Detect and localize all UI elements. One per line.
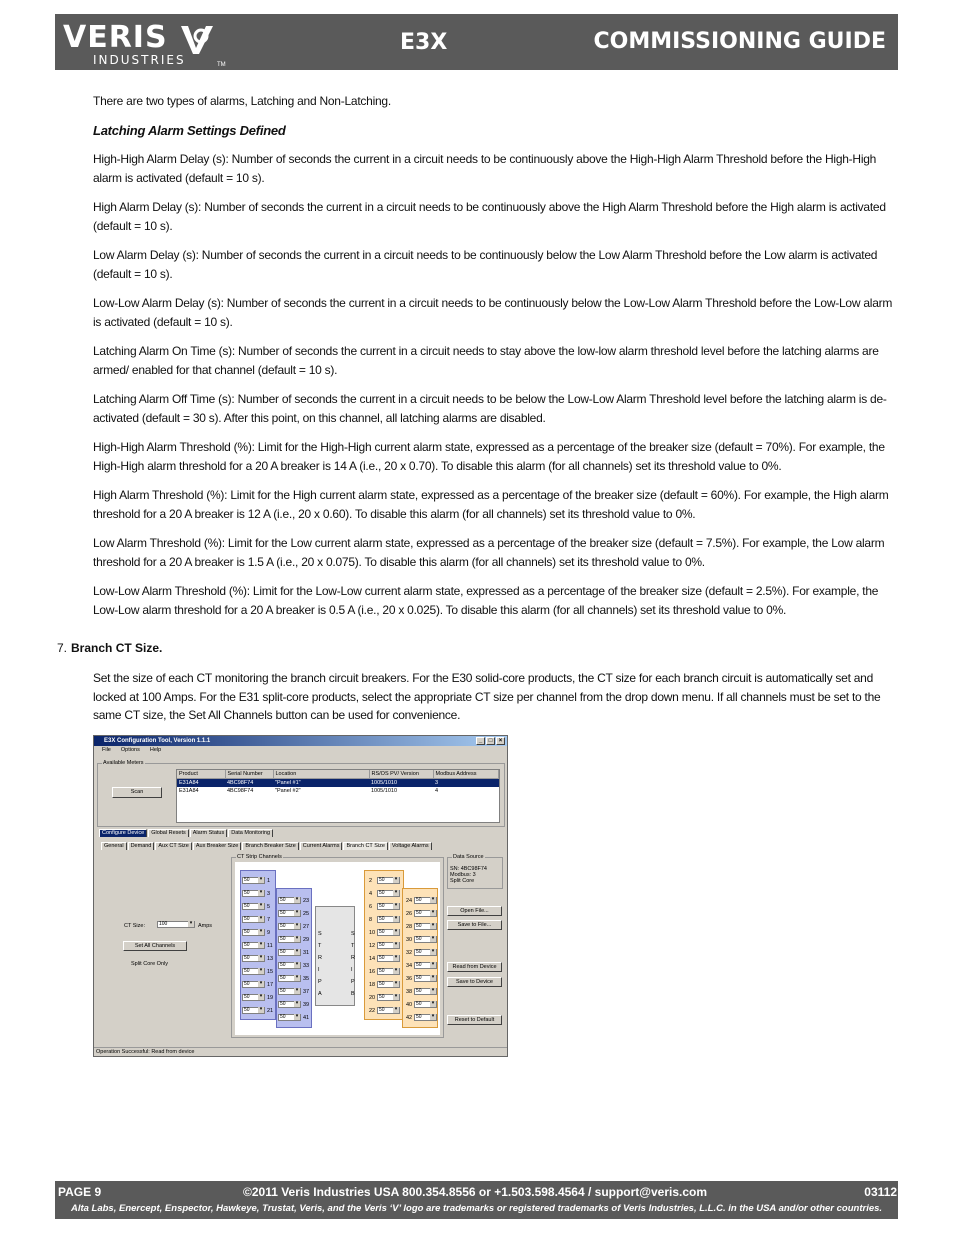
channel-number-21: 21 (267, 1008, 274, 1014)
data-source-type: Split Core (450, 878, 475, 884)
ct-size-select-ch-27[interactable]: 50 ▾ (278, 923, 301, 930)
tab-current-alarms[interactable]: Current Alarms (300, 842, 343, 850)
ct-size-select-ch-28[interactable]: 50 ▾ (414, 923, 437, 930)
copyright-contact: ©2011 Veris Industries USA 800.354.8556 or +1.503.598.4564 / support@veris.com (243, 1185, 708, 1199)
intro-text: There are two types of alarms, Latching and Non-Latching. (93, 94, 391, 108)
channel-number-17: 17 (267, 982, 274, 988)
veris-logo (63, 20, 233, 66)
paragraph: Latching Alarm On Time (s): Number of seconds the current in a circuit needs to stay above the low-low alarm threshold level before the latching alarms are armed/ enabled for that channel (default = 10 s). (93, 344, 879, 377)
ct-size-select-ch-6[interactable]: 50 ▾ (377, 903, 400, 910)
ct-size-select-ch-37[interactable]: 50 ▾ (278, 988, 301, 995)
maximize-icon[interactable]: □ (486, 737, 495, 745)
channel-number-42: 42 (406, 1015, 413, 1021)
step-body: Set the size of each CT monitoring the branch circuit breakers. For the E30 solid-core products, the CT size for each branch circuit is automatically set and locked at 100 Amps. For the E31 split-core products, select the appropriate CT size per channel from the drop down menu. If all channels must be set to the same CT size, the Set All Channels button can be used for convenience. (93, 671, 881, 722)
main-content (93, 92, 899, 630)
ct-size-select-ch-39[interactable]: 50 ▾ (278, 1001, 301, 1008)
paragraph: Low-Low Alarm Delay (s): Number of seconds the current in a circuit needs to be continuously below the Low-Low Alarm Threshold before the Low-Low alarm is activated (default = 10 s). (93, 296, 893, 329)
channel-number-18: 18 (369, 982, 376, 988)
channel-number-29: 29 (303, 937, 310, 943)
available-meters-label: Available Meters (103, 760, 144, 766)
config-tool-window (93, 735, 508, 1057)
page-footer (55, 1181, 898, 1219)
channel-number-15: 15 (267, 969, 274, 975)
data-source-modbus: Modbus: 3 (450, 872, 476, 878)
ct-size-select-ch-24[interactable]: 50 ▾ (414, 897, 437, 904)
ct-size-select-ch-3[interactable]: 50 ▾ (242, 890, 265, 897)
col-serial[interactable]: Serial Number (225, 770, 273, 779)
ct-size-select-ch-8[interactable]: 50 ▾ (377, 916, 400, 923)
menu-bar (102, 747, 161, 753)
ct-strip-label: CT Strip Channels (237, 854, 282, 860)
ct-size-select-ch-13[interactable]: 50 ▾ (242, 955, 265, 962)
strip-a-letter: I (318, 967, 320, 973)
channel-number-38: 38 (406, 989, 413, 995)
paragraph: Low Alarm Threshold (%): Limit for the Low current alarm state, expressed as a percentage of the breaker size (default = 7.5%). For example, the Low alarm threshold for a 20 A breaker is 1.5 A (i.e., 20 x 0.075). To disable this alarm (for all channels) set its threshold value to 0%. (93, 536, 885, 569)
cell: E31A84 (179, 788, 199, 794)
channel-number-11: 11 (267, 943, 273, 949)
veris-v-icon (179, 24, 215, 56)
strip-b-letter: B (351, 991, 355, 997)
channel-number-37: 37 (303, 989, 310, 995)
ct-size-select-ch-29[interactable]: 50 ▾ (278, 936, 301, 943)
tab-demand[interactable]: Demand (128, 842, 155, 850)
split-core-label: Split Core Only (131, 961, 168, 967)
col-product[interactable]: Product (177, 770, 225, 779)
channel-number-12: 12 (369, 943, 376, 949)
ct-size-select-ch-19[interactable]: 50 ▾ (242, 994, 265, 1001)
strip-a-letter: A (318, 991, 322, 997)
table-header (177, 770, 499, 779)
trademark-notice: Alta Labs, Enercept, Enspector, Hawkeye, Trustat, Veris, and the Veris ‘V’ logo are trademarks or registered trademarks of Veris Industries, L.L.C. in the USA and/or other countries. (70, 1203, 883, 1214)
channel-number-34: 34 (406, 963, 413, 969)
channel-number-2: 2 (369, 878, 373, 884)
ct-size-select-ch-5[interactable]: 50 ▾ (242, 903, 265, 910)
channel-number-14: 14 (369, 956, 376, 962)
guide-title: COMMISSIONING GUIDE (593, 29, 886, 54)
data-source-info (450, 866, 487, 884)
page-header (55, 14, 898, 70)
window-title: E3X Configuration Tool, Version 1.1.1 (104, 738, 211, 744)
channel-number-31: 31 (303, 950, 310, 956)
ct-size-select-ch-35[interactable]: 50 ▾ (278, 975, 301, 982)
ct-size-select-ch-22[interactable]: 50 ▾ (377, 1007, 400, 1014)
data-source-label: Data Source (453, 854, 484, 860)
ct-size-select-ch-21[interactable]: 50 ▾ (242, 1007, 265, 1014)
ct-size-select-ch-20[interactable]: 50 ▾ (377, 994, 400, 1001)
channel-number-20: 20 (369, 995, 376, 1001)
strip-a-letter: R (318, 955, 322, 961)
ct-size-select-ch-36[interactable]: 50 ▾ (414, 975, 437, 982)
ct-size-select-ch-9[interactable]: 50 ▾ (242, 929, 265, 936)
ct-size-select-ch-42[interactable]: 50 ▾ (414, 1014, 437, 1021)
paragraph: High-High Alarm Delay (s): Number of seconds the current in a circuit needs to be continuously above the High-High Alarm Threshold before the High-High alarm is activated (default = 10 s). (93, 152, 877, 185)
channel-number-36: 36 (406, 976, 413, 982)
channel-number-28: 28 (406, 924, 413, 930)
paragraph: High-High Alarm Threshold (%): Limit for the High-High current alarm state, expressed as a percentage of the breaker size (default = 70%). For example, the High-High alarm threshold for a 20 A breaker is 14 A (i.e., 20 x 0.70). To disable this alarm (for all channels) set its threshold value to 0%. (93, 440, 885, 473)
channel-number-5: 5 (267, 904, 271, 910)
channel-number-7: 7 (267, 917, 271, 923)
channel-number-33: 33 (303, 963, 310, 969)
tab-alarm-status[interactable]: Alarm Status (190, 829, 227, 837)
ct-size-select-ch-38[interactable]: 50 ▾ (414, 988, 437, 995)
cell: "Panel #1" (273, 779, 369, 788)
ct-size-select-ch-12[interactable]: 50 ▾ (377, 942, 400, 949)
paragraph: Low-Low Alarm Threshold (%): Limit for the Low-Low current alarm state, expressed as a percentage of the breaker size (default = 2.5%). For example, the Low-Low alarm threshold for a 20 A breaker is 0.5 A (i.e., 20 x 0.025). To disable this alarm (for all channels) set its threshold value to 0%. (93, 584, 879, 617)
channel-number-25: 25 (303, 911, 310, 917)
ct-size-select-ch-11[interactable]: 50 ▾ (242, 942, 265, 949)
read-from-device-button[interactable]: Read from Device (447, 962, 502, 972)
ct-size-select-ch-14[interactable]: 50 ▾ (377, 955, 400, 962)
data-source-serial: SN: 4BC98F74 (450, 866, 487, 872)
save-to-file-button[interactable]: Save to File... (447, 920, 502, 930)
reset-to-default-button[interactable]: Reset to Default (447, 1015, 502, 1025)
col-version[interactable]: RS/OS PV/ Version (369, 770, 433, 779)
paragraph: Latching Alarm Off Time (s): Number of seconds the current in a circuit needs to be below the Low-Low Alarm Threshold level before the latching alarm is de-activated (default = 30 s). After this point, on this channel, all latching alarms are disabled. (93, 392, 887, 425)
set-all-channels-button[interactable]: Set All Channels (123, 941, 187, 951)
strip-a-letter: P (318, 979, 322, 985)
window-titlebar (94, 736, 507, 746)
menu-file[interactable]: File (102, 747, 111, 753)
tab-voltage-alarms[interactable]: Voltage Alarms (389, 842, 432, 850)
strip-b-letter: P (351, 979, 355, 985)
ct-size-select-ch-41[interactable]: 50 ▾ (278, 1014, 301, 1021)
paragraph: High Alarm Delay (s): Number of seconds the current in a circuit needs to be continuously above the High Alarm Threshold before the High alarm is activated (default = 10 s). (93, 200, 886, 233)
channel-number-32: 32 (406, 950, 413, 956)
open-file-button[interactable]: Open File... (447, 906, 502, 916)
channel-number-41: 41 (303, 1015, 310, 1021)
channel-number-6: 6 (369, 904, 373, 910)
cell: "Panel #2" (275, 788, 301, 794)
strip-b-letter: I (351, 967, 353, 973)
channel-number-24: 24 (406, 898, 413, 904)
cell: 3 (433, 779, 499, 788)
ct-size-select-ch-30[interactable]: 50 ▾ (414, 936, 437, 943)
cell: 4BC98F74 (225, 779, 273, 788)
tab-branch-breaker-size[interactable]: Branch Breaker Size (242, 842, 298, 850)
channel-number-8: 8 (369, 917, 373, 923)
cell: 4BC98F74 (227, 788, 254, 794)
amps-label: Amps (198, 923, 213, 929)
paragraph: Low Alarm Delay (s): Number of seconds the current in a circuit needs to be continuously below the Low Alarm Threshold before the Low alarm is activated (default = 10 s). (93, 248, 878, 281)
ct-size-select-ch-34[interactable]: 50 ▾ (414, 962, 437, 969)
cell: E31A84 (177, 779, 225, 788)
ct-size-select-ch-40[interactable]: 50 ▾ (414, 1001, 437, 1008)
ct-size-select-ch-4[interactable]: 50 ▾ (377, 890, 400, 897)
ct-size-select-ch-16[interactable]: 50 ▾ (377, 968, 400, 975)
channel-number-26: 26 (406, 911, 413, 917)
logo-subtitle: INDUSTRIES (93, 53, 186, 67)
channel-number-30: 30 (406, 937, 413, 943)
product-model: E3X (400, 30, 448, 55)
channel-number-39: 39 (303, 1002, 310, 1008)
channel-number-23: 23 (303, 898, 310, 904)
ct-size-select-ch-17[interactable]: 50 ▾ (242, 981, 265, 988)
ct-size-select[interactable]: 100 ▾ (157, 921, 195, 928)
ct-size-select-ch-2[interactable]: 50 ▾ (377, 877, 400, 884)
strip-a-letter: T (318, 943, 322, 949)
ct-size-select-ch-15[interactable]: 50 ▾ (242, 968, 265, 975)
menu-help[interactable]: Help (149, 747, 162, 753)
step-title: Branch CT Size. (71, 641, 163, 655)
tab-general[interactable]: General (101, 842, 127, 850)
ct-size-select-ch-1[interactable]: 50 ▾ (242, 877, 265, 884)
paragraph: High Alarm Threshold (%): Limit for the High current alarm state, expressed as a percentage of the breaker size (default = 60%). For example, the High alarm threshold for a 20 A breaker is 12 A (i.e., 20 x 0.60). To disable this alarm (for all channels) set its threshold value to 0%. (93, 488, 889, 521)
ct-size-select-ch-33[interactable]: 50 ▾ (278, 962, 301, 969)
document-code: 03112 (864, 1185, 897, 1199)
channel-number-3: 3 (267, 891, 271, 897)
menu-options[interactable]: Options (120, 747, 140, 753)
tab-branch-ct-size[interactable]: Branch CT Size (343, 842, 387, 850)
logo-wordmark: VERIS (63, 20, 168, 55)
channel-number-40: 40 (406, 1002, 413, 1008)
cell: 1005/1010 (371, 788, 397, 794)
ct-size-select-ch-7[interactable]: 50 ▾ (242, 916, 265, 923)
tab-aux-ct-size[interactable]: Aux CT Size (155, 842, 191, 850)
cell: 4 (435, 788, 439, 794)
logo-trademark: TM (217, 62, 226, 68)
top-tabs (99, 829, 273, 837)
ct-size-label: CT Size: (124, 923, 145, 929)
ct-size-select-ch-25[interactable]: 50 ▾ (278, 910, 301, 917)
page-number: PAGE 9 (58, 1185, 102, 1199)
channel-number-9: 9 (267, 930, 271, 936)
channel-number-35: 35 (303, 976, 310, 982)
strip-b-letter: R (351, 955, 355, 961)
sub-tabs (101, 842, 432, 850)
status-bar: Operation Successful: Read from device (94, 1047, 507, 1056)
section-subhead: Latching Alarm Settings Defined (93, 122, 286, 138)
col-modbus[interactable]: Modbus Address (433, 770, 499, 779)
save-to-device-button[interactable]: Save to Device (447, 977, 502, 987)
channel-number-10: 10 (369, 930, 376, 936)
channel-number-4: 4 (369, 891, 373, 897)
ct-size-select-ch-10[interactable]: 50 ▾ (377, 929, 400, 936)
close-icon[interactable]: × (496, 737, 505, 745)
tab-aux-breaker-size[interactable]: Aux Breaker Size (193, 842, 242, 850)
table-row[interactable] (177, 779, 499, 788)
channel-number-27: 27 (303, 924, 310, 930)
step-number: 7. (57, 641, 68, 655)
strip-a-letter: S (318, 931, 322, 937)
meters-table (176, 769, 500, 823)
tab-data-monitoring[interactable]: Data Monitoring (228, 829, 273, 837)
cell: 1005/1010 (369, 779, 433, 788)
ct-size-select-ch-23[interactable]: 50 ▾ (278, 897, 301, 904)
channel-number-19: 19 (267, 995, 274, 1001)
tab-global-resets[interactable]: Global Resets (148, 829, 189, 837)
strip-b-letter: T (351, 943, 355, 949)
col-location[interactable]: Location (273, 770, 369, 779)
channel-number-13: 13 (267, 956, 274, 962)
tab-configure-device[interactable]: Configure Device (99, 829, 147, 837)
step-heading (57, 641, 162, 655)
channel-number-22: 22 (369, 1008, 376, 1014)
channel-number-16: 16 (369, 969, 376, 975)
scan-button[interactable]: Scan (112, 787, 162, 798)
ct-size-select-ch-18[interactable]: 50 ▾ (377, 981, 400, 988)
ct-size-select-ch-32[interactable]: 50 ▾ (414, 949, 437, 956)
minimize-icon[interactable]: _ (476, 737, 485, 745)
strip-b-letter: S (351, 931, 355, 937)
ct-size-select-ch-31[interactable]: 50 ▾ (278, 949, 301, 956)
table-row[interactable] (177, 787, 499, 795)
ct-size-select-ch-26[interactable]: 50 ▾ (414, 910, 437, 917)
channel-number-1: 1 (267, 878, 271, 884)
